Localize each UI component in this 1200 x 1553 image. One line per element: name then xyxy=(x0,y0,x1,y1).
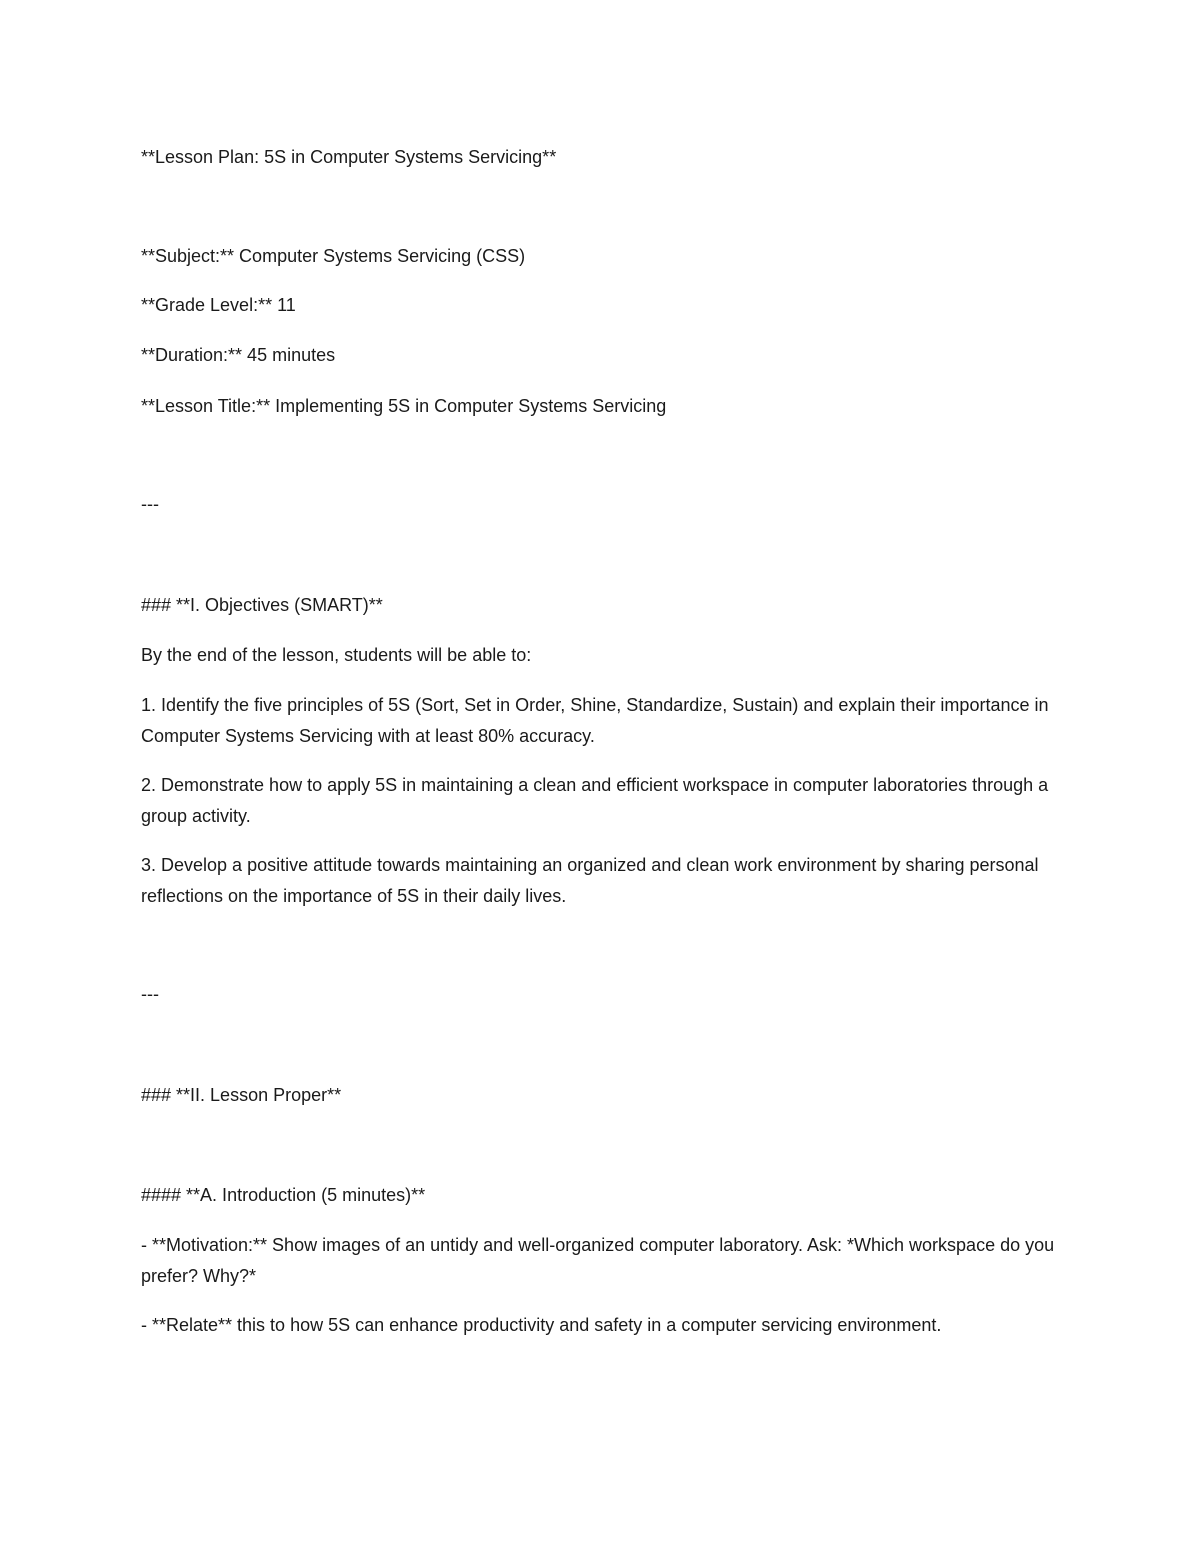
introduction-bullet-motivation: - **Motivation:** Show images of an untidy and well-organized computer laboratory. Ask: *Which workspace do you prefer? Why?* xyxy=(141,1235,1055,1286)
document-title: **Lesson Plan: 5S in Computer Systems Servicing** xyxy=(141,147,557,167)
meta-lesson-title: **Lesson Title:** Implementing 5S in Computer Systems Servicing xyxy=(141,396,667,416)
introduction-heading: #### **A. Introduction (5 minutes)** xyxy=(141,1185,426,1205)
introduction-bullet-relate: - **Relate** this to how 5S can enhance productivity and safety in a computer servicing environment. xyxy=(141,1315,942,1335)
objective-item-2: 2. Demonstrate how to apply 5S in maintaining a clean and efficient workspace in computer laboratories through a group activity. xyxy=(141,775,1049,826)
meta-duration: **Duration:** 45 minutes xyxy=(141,345,336,365)
separator: --- xyxy=(141,984,159,1004)
objective-item-1: 1. Identify the five principles of 5S (Sort, Set in Order, Shine, Standardize, Sustain) and explain their importance in Computer Systems Servicing with at least 80% accuracy. xyxy=(141,695,1049,746)
meta-subject: **Subject:** Computer Systems Servicing (CSS) xyxy=(141,246,526,266)
objective-item-3: 3. Develop a positive attitude towards maintaining an organized and clean work environment by sharing personal reflections on the importance of 5S in their daily lives. xyxy=(141,855,1039,906)
objectives-intro: By the end of the lesson, students will be able to: xyxy=(141,645,532,665)
lesson-proper-heading: ### **II. Lesson Proper** xyxy=(141,1085,342,1105)
separator: --- xyxy=(141,494,159,514)
meta-grade-level: **Grade Level:** 11 xyxy=(141,295,296,315)
objectives-heading: ### **I. Objectives (SMART)** xyxy=(141,595,383,615)
